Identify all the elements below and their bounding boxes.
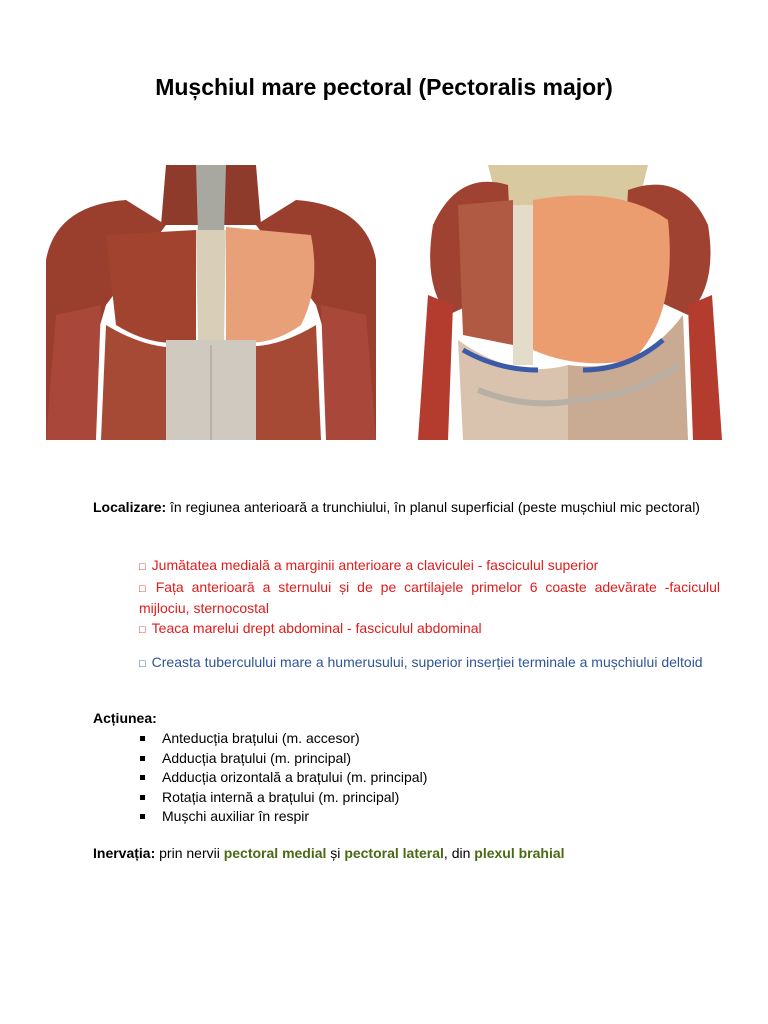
checkbox-bullet-icon: □ (139, 623, 146, 636)
origin-item: □ Jumătatea medială a marginii anterioare a claviculei - fasciculul superior (139, 557, 599, 573)
actiunea-list (140, 729, 427, 827)
origins-list (139, 556, 720, 640)
localizare-paragraph (46, 497, 720, 517)
inervatia-label: Inervația: (93, 845, 156, 861)
checkbox-bullet-icon: □ (139, 582, 150, 595)
list-item: Rotația internă a brațului (m. principal) (140, 788, 427, 808)
checkbox-bullet-icon: □ (139, 658, 146, 670)
list-item: Anteducția brațului (m. accesor) (140, 729, 427, 749)
plexus-brahial: plexul brahial (474, 845, 565, 861)
nerve-pectoral-lateral: pectoral lateral (344, 845, 444, 861)
actiunea-label: Acțiunea: (93, 710, 157, 726)
inervatia-paragraph: Inervația: prin nervii pectoral medial și pectoral lateral, din plexul brahial (93, 845, 565, 861)
list-item: Adducția brațului (m. principal) (140, 749, 427, 769)
origin-item: □ Fața anterioară a sternului și de pe cartilajele primelor 6 coaste adevărate -faciculul mijlociu, sternocostal (139, 578, 720, 616)
anatomy-figure-front-deep (418, 165, 722, 440)
checkbox-bullet-icon: □ (139, 561, 146, 573)
page-title: Mușchiul mare pectoral (Pectoralis major) (155, 74, 613, 100)
anatomy-figure-front-superficial (46, 165, 376, 440)
insertion-item: □ Creasta tuberculului mare a humerusului, superior inserției terminale a mușchiului deltoid (139, 654, 703, 670)
localizare-text: în regiunea anterioară a trunchiului, în planul superficial (peste mușchiul mic pectoral) (166, 499, 700, 515)
list-item: Adducția orizontală a brațului (m. principal) (140, 768, 427, 788)
origin-item: □ Teaca marelui drept abdominal - fasciculul abdominal (139, 619, 482, 636)
localizare-label: Localizare: (93, 499, 167, 515)
list-item: Mușchi auxiliar în respir (140, 807, 427, 827)
nerve-pectoral-medial: pectoral medial (223, 845, 327, 861)
